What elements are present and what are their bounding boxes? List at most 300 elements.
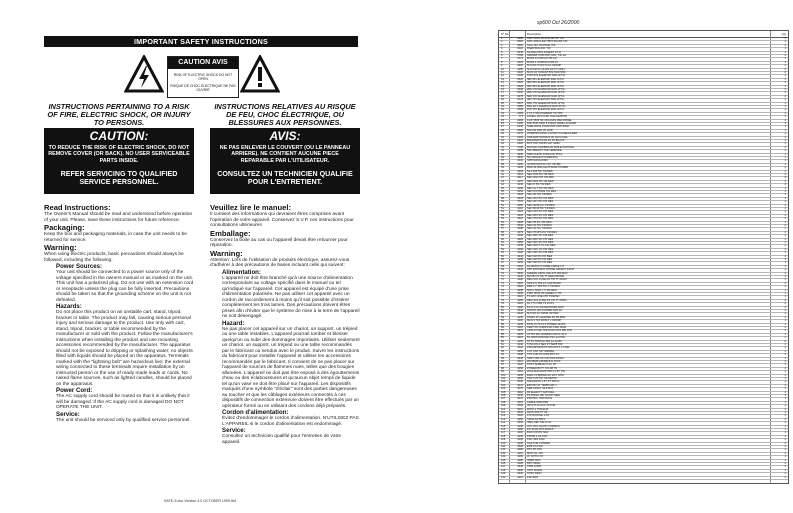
row-number: 8	[501, 60, 503, 64]
part-number: 4470	[517, 329, 523, 333]
part-number: 4430	[517, 193, 523, 197]
part-quantity: 1	[784, 336, 786, 340]
part-description: LPC CPC SCOTT FORMCS	[527, 424, 560, 428]
part-quantity: 4	[784, 94, 786, 98]
part-quantity: 1	[784, 64, 786, 68]
part-quantity: 1	[784, 43, 786, 47]
part-description: UNIT SCALE	[527, 468, 543, 472]
part-description: SEO 30K 5.7% T/R RES	[527, 244, 556, 248]
part-description: SPRM05 7000 PNP CAN, T/R 1/A	[527, 54, 567, 57]
part-quantity: 1	[784, 57, 786, 61]
part-quantity: 1	[784, 166, 786, 170]
row-number: 4	[501, 47, 503, 51]
part-description: SWA RHUR 1 5V ST SW IO	[527, 380, 560, 384]
part-quantity: 1	[784, 472, 786, 476]
part-number: 3040	[517, 394, 523, 397]
part-number: 4453	[517, 261, 523, 265]
row-number: 120	[501, 441, 506, 445]
part-quantity: 1	[784, 145, 786, 149]
row-number: 126	[501, 462, 506, 465]
part-description: PRISM 1 LE PCP	[527, 434, 548, 438]
part-number: 0406	[517, 108, 523, 112]
power-cord-text: The AC supply cord should be routed so that it is unlikely that it will be damaged. If the AC supply cord is damaged DO NOT OPERATE THE UNIT.	[56, 394, 190, 410]
part-quantity: 1	[784, 128, 786, 132]
part-quantity: 1	[784, 278, 786, 282]
part-number: 4434	[517, 196, 523, 200]
part-quantity: 1	[784, 309, 786, 312]
part-description: NL2N4A 5001 D1HERT HT R	[527, 50, 561, 54]
packaging-text-fr: Conservez la boite au cas ou l'appareil devait être retourner pour réparation.	[210, 237, 348, 248]
part-quantity: 1	[784, 315, 786, 319]
row-number: 39	[501, 166, 504, 170]
part-number: 4440	[517, 434, 523, 438]
part-description: PROCESSOR PC MOUNT 2 1 3 ME	[527, 346, 570, 350]
part-description: CERT S5 CORDS RD FMD JFHR	[527, 326, 567, 329]
caution-small-fr: RISQUE DE CHOC ELECTRIQUE NE PAS OUVRIR	[170, 84, 236, 92]
row-number: 43	[501, 179, 504, 183]
row-number: 10	[501, 67, 504, 71]
row-number: 78	[501, 298, 504, 302]
row-number: 57	[501, 227, 504, 231]
row-number: 70	[501, 271, 504, 275]
part-description: SEO 2K 5% T/R RES	[527, 193, 552, 197]
row-number: 26	[501, 122, 504, 125]
part-description: ADS 2.5 TAS 0.1 CHP BORD	[527, 281, 561, 285]
col-desc-header: Description	[527, 32, 541, 36]
part-description: 2U0 75V ELEMCAP RAD JFT/A	[527, 108, 564, 112]
part-description: TS APO GSE 17B TOMPAD	[527, 295, 560, 299]
row-number: 81	[501, 309, 504, 312]
part-quantity: 1	[784, 421, 786, 425]
lightning-warning-icon	[124, 55, 164, 95]
part-description: SGG 76V GA PAGE 70K	[527, 43, 556, 47]
part-number: 4498	[517, 353, 523, 357]
part-number: 4400	[517, 462, 523, 465]
read-text-fr: Il contient des informations qui devraient êtres comprises avant l'opération de votre appareil. Conservez S.V.P. ces instructions pour consultations ultérieures	[210, 212, 354, 228]
part-number: 4436	[517, 213, 523, 217]
part-quantity: 1	[784, 84, 786, 88]
part-number: 4450	[517, 417, 523, 421]
part-quantity: 1	[784, 186, 786, 190]
part-quantity: 3	[784, 37, 786, 40]
hazards-heading: Hazards:	[56, 303, 82, 310]
part-number: 4430	[517, 421, 523, 425]
part-number: 4452	[517, 370, 523, 374]
part-number: 4430	[517, 363, 523, 367]
row-number: 69	[501, 268, 504, 272]
part-number: 4432	[517, 346, 523, 350]
caution-small-en: RISK OF ELECTRIC SHOCK DO NOT OPEN	[173, 73, 233, 81]
col-no-header: Nº No.	[501, 32, 510, 36]
part-quantity: 1	[784, 254, 786, 258]
row-number: 90	[501, 339, 504, 343]
part-description: WOA DLB ADAPTOR KT BY T/R	[527, 370, 565, 374]
row-number: 87	[501, 329, 504, 333]
part-number: 0681	[517, 40, 523, 44]
part-quantity: 1	[784, 353, 786, 357]
part-description: BLEXPEDON KN AC PA BLACK	[527, 139, 565, 142]
row-number: 37	[501, 159, 504, 163]
row-number: 101	[501, 377, 506, 380]
part-number: 0226	[517, 81, 523, 85]
part-number: 4480	[517, 305, 523, 309]
part-description: PA ELEM PT SATCNEL	[527, 390, 555, 394]
part-description: RPC SKIDL	[527, 462, 541, 465]
part-number: 4400	[517, 377, 523, 380]
part-quantity: 1	[784, 230, 786, 234]
part-quantity: 1	[784, 414, 786, 418]
part-number: 4400	[517, 247, 523, 251]
part-quantity: 1	[784, 210, 786, 214]
part-quantity: 1	[784, 74, 786, 78]
part-description: SEO 6K3 5% T/R RES	[527, 213, 554, 217]
part-description: FSTI 3 CO AS NETWORK RAD	[527, 305, 564, 309]
part-number: 4440	[517, 343, 523, 346]
hazards-text: Do not place this product on an unstable cart, stand, tripod, bracket or table. The product may fall, causing serious personal injury and serious damage to the product. Use only with cart, stand, tripod, bracket, or table recommended by the manufacturer or sold with the product. Follow the manufacturer's instructions when installing the product and use mounting accessories recommended by the manufacturer. The apparatus should not be exposed to dripping or splashing water; no objects filled with liquids should be placed on the apparatus. Terminals marked with the "lightning bolt" are hazardous live; the external wiring connected to these terminals require installation by an instructed person or the use of ready made leads or cords. No naked flame sources, such as lighted candles, should be placed on the apparatus.	[56, 310, 193, 387]
part-number: 4412	[517, 217, 523, 221]
row-number: 99	[501, 370, 504, 374]
part-quantity: 1	[784, 101, 786, 105]
part-quantity: 2	[784, 183, 786, 187]
part-number: 4417	[517, 176, 523, 180]
part-quantity: 3	[784, 196, 786, 200]
part-quantity: 1	[784, 424, 786, 428]
part-number: 4440	[517, 309, 523, 312]
row-number: 96	[501, 360, 504, 363]
part-description: SMD CLETE STRL/LOK POL1	[527, 152, 563, 156]
part-number: 4458	[517, 241, 523, 244]
warning-text-fr: Attention: Lors de l'utilisation de produits électrique, assurez-vous d'adhérer à des précautions de bases incluant celle qui suivent:	[210, 257, 350, 268]
part-number: 4430	[517, 441, 523, 445]
row-number: 127	[501, 465, 506, 469]
part-description: BOSS 1 SOMTAFLTSB 1S	[527, 60, 558, 64]
part-quantity: 1	[784, 105, 786, 108]
row-number: 92	[501, 346, 504, 350]
row-number: 3	[501, 43, 503, 47]
row-number: 102	[501, 380, 506, 384]
row-number: 97	[501, 363, 504, 367]
part-quantity: 1	[784, 417, 786, 421]
row-number: 40	[501, 169, 504, 173]
part-description: 2DP 5530 5160 5 2160CI WIRE LR 5OHM	[527, 122, 576, 125]
row-number: 71	[501, 275, 504, 278]
row-number: 109	[501, 404, 506, 408]
part-quantity: 1	[784, 366, 786, 370]
part-number: 4405	[517, 244, 523, 248]
part-quantity: 1	[784, 77, 786, 81]
part-description: SEO 7K5 5% T/R RES	[527, 217, 554, 221]
row-number: 114	[501, 421, 506, 425]
service-text: The unit should be serviced only by qualified service personnel.	[56, 417, 191, 423]
part-quantity: 1	[784, 200, 786, 204]
part-number: 4492	[517, 162, 523, 166]
part-description: SGTIS7 2K2 POWER AND 2A	[527, 309, 563, 312]
row-number: 63	[501, 247, 504, 251]
part-number: 4412	[517, 173, 523, 176]
part-number: 4432	[517, 186, 523, 190]
part-number: 4430	[517, 315, 523, 319]
row-number: 130	[501, 475, 506, 479]
part-description: INSET BLD	[527, 458, 541, 462]
part-number: 5410	[517, 407, 523, 411]
part-number: 4420	[517, 312, 523, 316]
part-quantity: 2	[784, 298, 786, 302]
heading-en: INSTRUCTIONS PERTAINING TO A RISK OF FIRE, ELECTRIC SHOCK, OR INJURY TO PERSONS.	[47, 102, 191, 128]
part-quantity: 1	[784, 217, 786, 221]
part-number: 4415	[517, 336, 523, 340]
row-number: 123	[501, 451, 506, 455]
row-number: 53	[501, 213, 504, 217]
row-number: 28	[501, 128, 504, 132]
part-number: 4437	[517, 179, 523, 183]
read-text: The Owner's Manual should be read and understood before operation of your unit. Please, save these instructions for future reference.	[44, 212, 193, 223]
part-quantity: 1	[784, 380, 786, 384]
power-sources-heading: Power Sources:	[56, 263, 103, 270]
part-number: 4900	[517, 152, 523, 156]
row-number: 79	[501, 302, 504, 306]
row-number: 42	[501, 176, 504, 180]
row-number: 14	[501, 81, 504, 85]
part-quantity: 1	[784, 332, 786, 336]
packaging-text: Keep the box and packaging materials, in case the unit needs to be returned for service.	[44, 232, 187, 243]
part-description: 5V SWITCHMODE PSU 1A POE	[527, 336, 565, 340]
part-quantity: 1	[784, 227, 786, 231]
part-quantity: 1	[784, 258, 786, 261]
caution-title-en: CAUTION:	[89, 129, 149, 143]
document-footer: SAFE-5.doc Version 4.0 OCTOBER 1999 AM	[163, 499, 237, 503]
row-number: 80	[501, 305, 504, 309]
part-quantity: 1	[784, 390, 786, 394]
part-number: 4410	[517, 210, 523, 214]
read-heading-fr: Veuillez lire le manuel:	[210, 203, 292, 212]
row-number: 60	[501, 237, 504, 241]
caution-big-en: REFER SERVICING TO QUALIFIED SERVICE PERSONNEL.	[60, 169, 178, 186]
part-description: T065 50V ELEMCAP RAD JFT/A	[527, 74, 566, 78]
part-number: 4436	[517, 268, 523, 272]
part-description: RAD CONTR NLR	[527, 431, 549, 435]
part-description: SEO 9' 5% T/R RES	[527, 183, 551, 187]
part-number: 4420	[517, 458, 523, 462]
row-number: 45	[501, 186, 504, 190]
row-number: 74	[501, 285, 504, 289]
table-row	[499, 476, 788, 480]
row-number: 56	[501, 224, 504, 227]
part-quantity: 1	[784, 441, 786, 445]
part-description: 5YNCON 4 SEO 3T SEP8 55K	[527, 343, 563, 346]
part-description: TPS CUD PK HOM BTO 1V	[527, 353, 560, 357]
part-quantity: 1	[784, 465, 786, 469]
part-description: POWER BUTT ON SB TD	[527, 366, 558, 370]
part-description: BUTTON VSOB FLAT GREY	[527, 142, 561, 146]
part-quantity: 1	[784, 132, 786, 136]
row-number: 113	[501, 417, 506, 421]
part-number: 4770	[517, 200, 523, 204]
part-description: 2E6 1.5V ELEMCAP RAD JFT/A	[527, 88, 565, 91]
part-number: 4410	[517, 451, 523, 455]
row-number: 46	[501, 190, 504, 193]
part-quantity: 1	[784, 237, 786, 241]
part-number: 4450	[517, 366, 523, 370]
part-number: 0426	[517, 47, 523, 51]
part-quantity: 1	[784, 139, 786, 142]
part-number: 2475	[517, 132, 523, 136]
part-description: SEO 86K 5% T/R RES	[527, 237, 554, 241]
row-number: 16	[501, 88, 504, 91]
part-description: QU45D 5CLT00 74V T/R JEF	[527, 162, 561, 166]
part-description: REG SCL FUSE AS T/R TT 2000C	[527, 278, 567, 282]
part-quantity: 1	[784, 179, 786, 183]
part-description: SEO 2K2 5% T/R RES	[527, 196, 554, 200]
part-description: 0E0 50V ELEMCAP RAD JFT/A	[527, 81, 564, 85]
part-description: SER ASSTK 43 8 MA1	[527, 387, 554, 391]
power-cord-text-fr: Évitez d'endommager le cordon d'alimentation. N'UTILISEZ PAS L'APPAREIL si le cordon d'alimentation est endommagé.	[222, 416, 359, 427]
part-quantity: 1	[784, 190, 786, 193]
hazards-text-fr: Ne pas placer cet appareil sur un chariot, un support, un trépied ou une table instables. L'appareil pourrait tomber et blesser quelqu'un ou subir des dommages importants. Utiliser seulement un chariot, un support, un trépied ou une table recommandés par le fabricant ou vendus avec le produit. Suivre les instructions du fabricant pour installer l'appareil et utiliser les accessoires recommandés par le fabricant. Il convient de ne pas placer sur l'appareil de sources de flammes nues, telles que des bougies allumées. L'appareil ne doit pas être exposé à des égouttements d'eau ou des éclaboussures et qu'aucun objet rempli de liquide tel qu'un vase ne doit être placé sur l'appareil. Les dispositifs marqués d'une symbole "d'éclair" sont des parties dangereuses au toucher et que les câblages extérieurs connectés à ces dispositifs de connection extérieure doivent être effectués par un opérateur formé ou en utilisant des cordons déjà préparés.	[222, 326, 360, 409]
part-number: 4430	[517, 438, 523, 442]
part-description: DS2P1 PC HEADER 2D D5 9MS	[527, 315, 566, 319]
part-number: 4310	[517, 302, 523, 306]
part-number: 5000	[517, 380, 523, 384]
part-description: CAP 5 2S 5% T/R MMTM	[527, 377, 557, 380]
part-description: ISO FIT CLOCK 10 FUB	[527, 404, 556, 408]
part-quantity: 1	[784, 40, 786, 44]
part-description: 5A 0 925 5% T/R RES	[527, 169, 553, 173]
part-quantity: 1	[784, 207, 786, 210]
row-number: 104	[501, 387, 506, 391]
part-number: 5400	[517, 404, 523, 408]
row-number: 25	[501, 118, 504, 122]
part-quantity: 3	[784, 60, 786, 64]
row-number: 7	[501, 57, 503, 61]
part-quantity: 1	[784, 162, 786, 166]
part-description: RAM 1.5 BOPER AC HOT NTM	[527, 373, 564, 377]
part-description: SPG 10DU LED TMTP BLANK T/R	[527, 40, 568, 44]
part-description: SEO 7K48 5.2% T/R RES	[527, 230, 557, 234]
part-number: 4075	[517, 387, 523, 391]
row-number: 100	[501, 373, 506, 377]
part-description: SFF BREAST TAD LEBEGRE	[527, 149, 562, 153]
part-description: SPRT CBL PLT MOTOR AZTEC	[527, 356, 565, 360]
power-sources-text-fr: L'appareil ne doit être branché qu'à une source d'alimentation correspondant au voltage spécifié dans le manuel ou tel qu'indiqué sur l'appareil. Cet appareil est équipé d'une prise d'alimentation polarisée. Ne pas utiliser cet appareil avec un cordon de raccordement à moins qu'il soit possible d'insérer complètement les trois lames. Des précautions doivent êtres prises afin d'éviter que le système de mise à la terre de l'appareil ne soit désengagé.	[222, 275, 360, 319]
part-number: 4409	[517, 258, 523, 261]
part-description: RSEN 8M1 AN1 T/R	[527, 47, 551, 51]
caution-big-fr: CONSULTEZ UN TECHNICIEN QUALIFIE POUR L'ENTRETIENT.	[217, 169, 353, 186]
part-number: 4490	[517, 278, 523, 282]
part-description: 2E6 4.5V ELEMCAP RAD JFT/A	[527, 91, 565, 95]
part-description: SEO 1M 5% T/R RES	[527, 254, 553, 258]
part-quantity: 1	[784, 434, 786, 438]
part-description: SEO 66 5% T/R RES	[527, 220, 552, 224]
part-quantity: 1	[784, 98, 786, 102]
part-number: 4410	[517, 475, 523, 479]
part-number: 774	[518, 115, 523, 119]
english-column	[44, 203, 194, 423]
row-number: 128	[501, 468, 506, 472]
part-number: 4418	[517, 207, 523, 210]
row-number: 5	[501, 50, 503, 54]
row-number: 115	[501, 424, 506, 428]
row-number: 34	[501, 149, 504, 153]
part-quantity: 1	[784, 370, 786, 374]
part-description: PS PANAL RB TH ANT MED	[527, 394, 561, 397]
part-quantity: 1	[784, 343, 786, 346]
part-number: 0496	[517, 74, 523, 78]
part-number: 4310	[517, 281, 523, 285]
part-quantity: 1	[784, 288, 786, 292]
part-description: SEO 4K7 5% T/R RES	[527, 200, 554, 204]
part-description: RBS 2.7 TAS 5% 1 T/R RES	[527, 285, 560, 289]
row-number: 72	[501, 278, 504, 282]
part-number: 4310	[517, 295, 523, 299]
part-number: 2480	[517, 142, 523, 146]
part-quantity: 1	[784, 135, 786, 139]
part-quantity: 1	[784, 326, 786, 329]
part-description: LASELL 2P1 CLRF OLH4 EZRT00	[527, 115, 568, 119]
part-description: SEO 1K 5% T/R RES	[527, 224, 552, 227]
row-number: 11	[501, 71, 504, 74]
part-number: 4910	[517, 390, 523, 394]
part-quantity: 1	[784, 213, 786, 217]
part-number: 0278	[517, 94, 523, 98]
caution-box-en	[44, 128, 194, 194]
part-quantity: 1	[784, 220, 786, 224]
part-description: SEO 10K 1% T/R RES	[527, 247, 554, 251]
part-description: SEO 4K99 1% T/R RES	[527, 203, 555, 207]
row-number: 9	[501, 64, 503, 68]
part-quantity: 1	[784, 360, 786, 363]
caution-label: CAUTION AVIS	[168, 57, 238, 69]
row-number: 82	[501, 312, 504, 316]
part-quantity: 1	[784, 156, 786, 159]
part-description: 5M 2B 1.5 T/R TT ELECTRODE	[527, 275, 565, 278]
part-quantity: 1	[784, 234, 786, 238]
part-description: PROTEC TOR DOCS	[527, 397, 553, 401]
row-number: 110	[501, 407, 506, 411]
part-number: 2400	[517, 122, 523, 125]
part-quantity: 1	[784, 445, 786, 448]
part-quantity: 1	[784, 349, 786, 353]
part-quantity: 1	[784, 363, 786, 367]
packaging-heading-fr: Emballage:	[210, 228, 251, 238]
row-number: 27	[501, 125, 504, 129]
part-number: 4440	[517, 356, 523, 360]
part-number: 4469	[517, 455, 523, 459]
part-number: 3070	[517, 397, 523, 401]
row-number: 91	[501, 343, 504, 346]
row-number: 93	[501, 349, 504, 353]
packaging-heading: Packaging:	[44, 223, 85, 232]
part-quantity: 2	[784, 244, 786, 248]
part-quantity: 1	[784, 67, 786, 71]
part-description: RR 65HB GRNSE B.D 16 PF	[527, 360, 561, 363]
part-number: 2422	[517, 139, 523, 142]
row-number: 24	[501, 115, 504, 119]
part-description: 5K5 2 TASO 7 5 T/R RES	[527, 288, 557, 292]
part-number: 0267	[517, 101, 523, 105]
row-number: 52	[501, 210, 504, 214]
part-number: 0420	[517, 71, 523, 74]
row-number: 19	[501, 98, 504, 102]
part-quantity: 1	[784, 448, 786, 452]
part-description: RAM 96 68FLAM ATSM4P POWER	[527, 166, 569, 170]
part-quantity: 1	[784, 169, 786, 173]
row-number: 75	[501, 288, 504, 292]
part-number: 0222	[517, 77, 523, 81]
part-description: REG SCL FUSE AS T/R TT 2000C	[527, 298, 567, 302]
row-number: 48	[501, 196, 504, 200]
safety-banner: IMPORTANT SAFETY INSTRUCTIONS	[44, 36, 358, 47]
part-quantity: 1	[784, 115, 786, 119]
